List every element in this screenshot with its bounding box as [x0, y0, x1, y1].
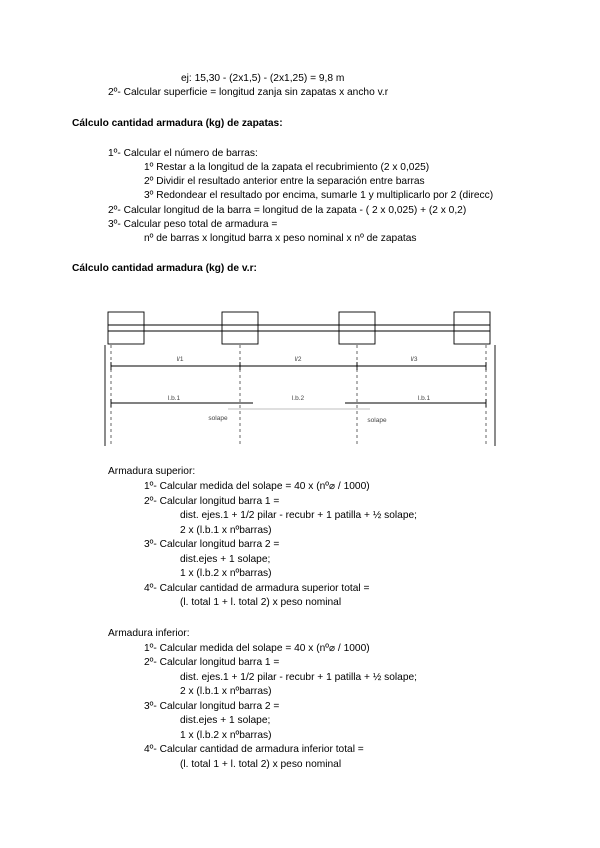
superior-step-4-a: (l. total 1 + l. total 2) x peso nominal	[180, 597, 342, 608]
superior-title: Armadura superior:	[108, 466, 196, 477]
inferior-step-3: 3º- Calcular longitud barra 2 =	[144, 701, 280, 712]
superior-step-2-b: 2 x (l.b.1 x nºbarras)	[180, 525, 272, 536]
column-1	[108, 312, 144, 344]
span-label-1: l/1	[176, 356, 184, 363]
vr-heading: Cálculo cantidad armadura (kg) de v.r:	[72, 263, 257, 274]
inferior-step-2-a: dist. ejes.1 + 1/2 pilar - recubr + 1 patilla + ½ solape;	[180, 672, 417, 683]
superior-step-3: 3º- Calcular longitud barra 2 =	[144, 539, 280, 550]
surface-step: 2º- Calcular superficie = longitud zanja sin zapatas x ancho v.r	[108, 87, 389, 98]
bar-label-3: l.b.1	[417, 395, 431, 402]
inferior-step-1: 1º- Calcular medida del solape = 40 x (nº⌀ / 1000)	[144, 643, 370, 654]
superior-step-3-a: dist.ejes + 1 solape;	[180, 554, 271, 565]
zapatas-step-3: 3º- Calcular peso total de armadura =	[108, 219, 278, 230]
superior-step-3-b: 1 x (l.b.2 x nºbarras)	[180, 568, 272, 579]
example-formula: ej: 15,30 - (2x1,5) - (2x1,25) = 9,8 m	[181, 73, 345, 84]
column-3	[339, 312, 375, 344]
zapatas-step-3-formula: nº de barras x longitud barra x peso nominal x nº de zapatas	[144, 233, 417, 244]
column-2	[222, 312, 258, 344]
inferior-step-3-a: dist.ejes + 1 solape;	[180, 715, 271, 726]
zapatas-heading: Cálculo cantidad armadura (kg) de zapatas:	[72, 118, 283, 129]
zapatas-substep-1: 1º Restar a la longitud de la zapata el recubrimiento (2 x 0,025)	[144, 162, 430, 173]
column-4	[454, 312, 490, 344]
superior-step-1: 1º- Calcular medida del solape = 40 x (nº⌀ / 1000)	[144, 481, 370, 492]
span-label-2: l/2	[294, 356, 302, 363]
bar-label-1: l.b.1	[167, 395, 181, 402]
zapatas-step-2: 2º- Calcular longitud de la barra = longitud de la zapata - ( 2 x 0,025) + (2 x 0,2)	[108, 205, 467, 216]
overlap-label-left: solape	[208, 415, 228, 422]
inferior-step-4: 4º- Calcular cantidad de armadura inferior total =	[144, 744, 364, 755]
inferior-step-2: 2º- Calcular longitud barra 1 =	[144, 657, 280, 668]
zapatas-substep-3: 3º Redondear el resultado por encima, sumarle 1 y multiplicarlo por 2 (direcc)	[144, 190, 494, 201]
overlap-label-right: solape	[367, 417, 387, 424]
span-label-3: l/3	[410, 356, 418, 363]
inferior-step-3-b: 1 x (l.b.2 x nºbarras)	[180, 730, 272, 741]
inferior-step-4-a: (l. total 1 + l. total 2) x peso nominal	[180, 759, 342, 770]
bar-label-2: l.b.2	[291, 395, 305, 402]
zapatas-step-1: 1º- Calcular el número de barras:	[108, 148, 258, 159]
inferior-title: Armadura inferior:	[108, 628, 190, 639]
superior-step-2-a: dist. ejes.1 + 1/2 pilar - recubr + 1 patilla + ½ solape;	[180, 510, 417, 521]
inferior-step-2-b: 2 x (l.b.1 x nºbarras)	[180, 686, 272, 697]
superior-step-4: 4º- Calcular cantidad de armadura superior total =	[144, 583, 370, 594]
superior-step-2: 2º- Calcular longitud barra 1 =	[144, 496, 280, 507]
zapatas-substep-2: 2º Dividir el resultado anterior entre la separación entre barras	[144, 176, 425, 187]
